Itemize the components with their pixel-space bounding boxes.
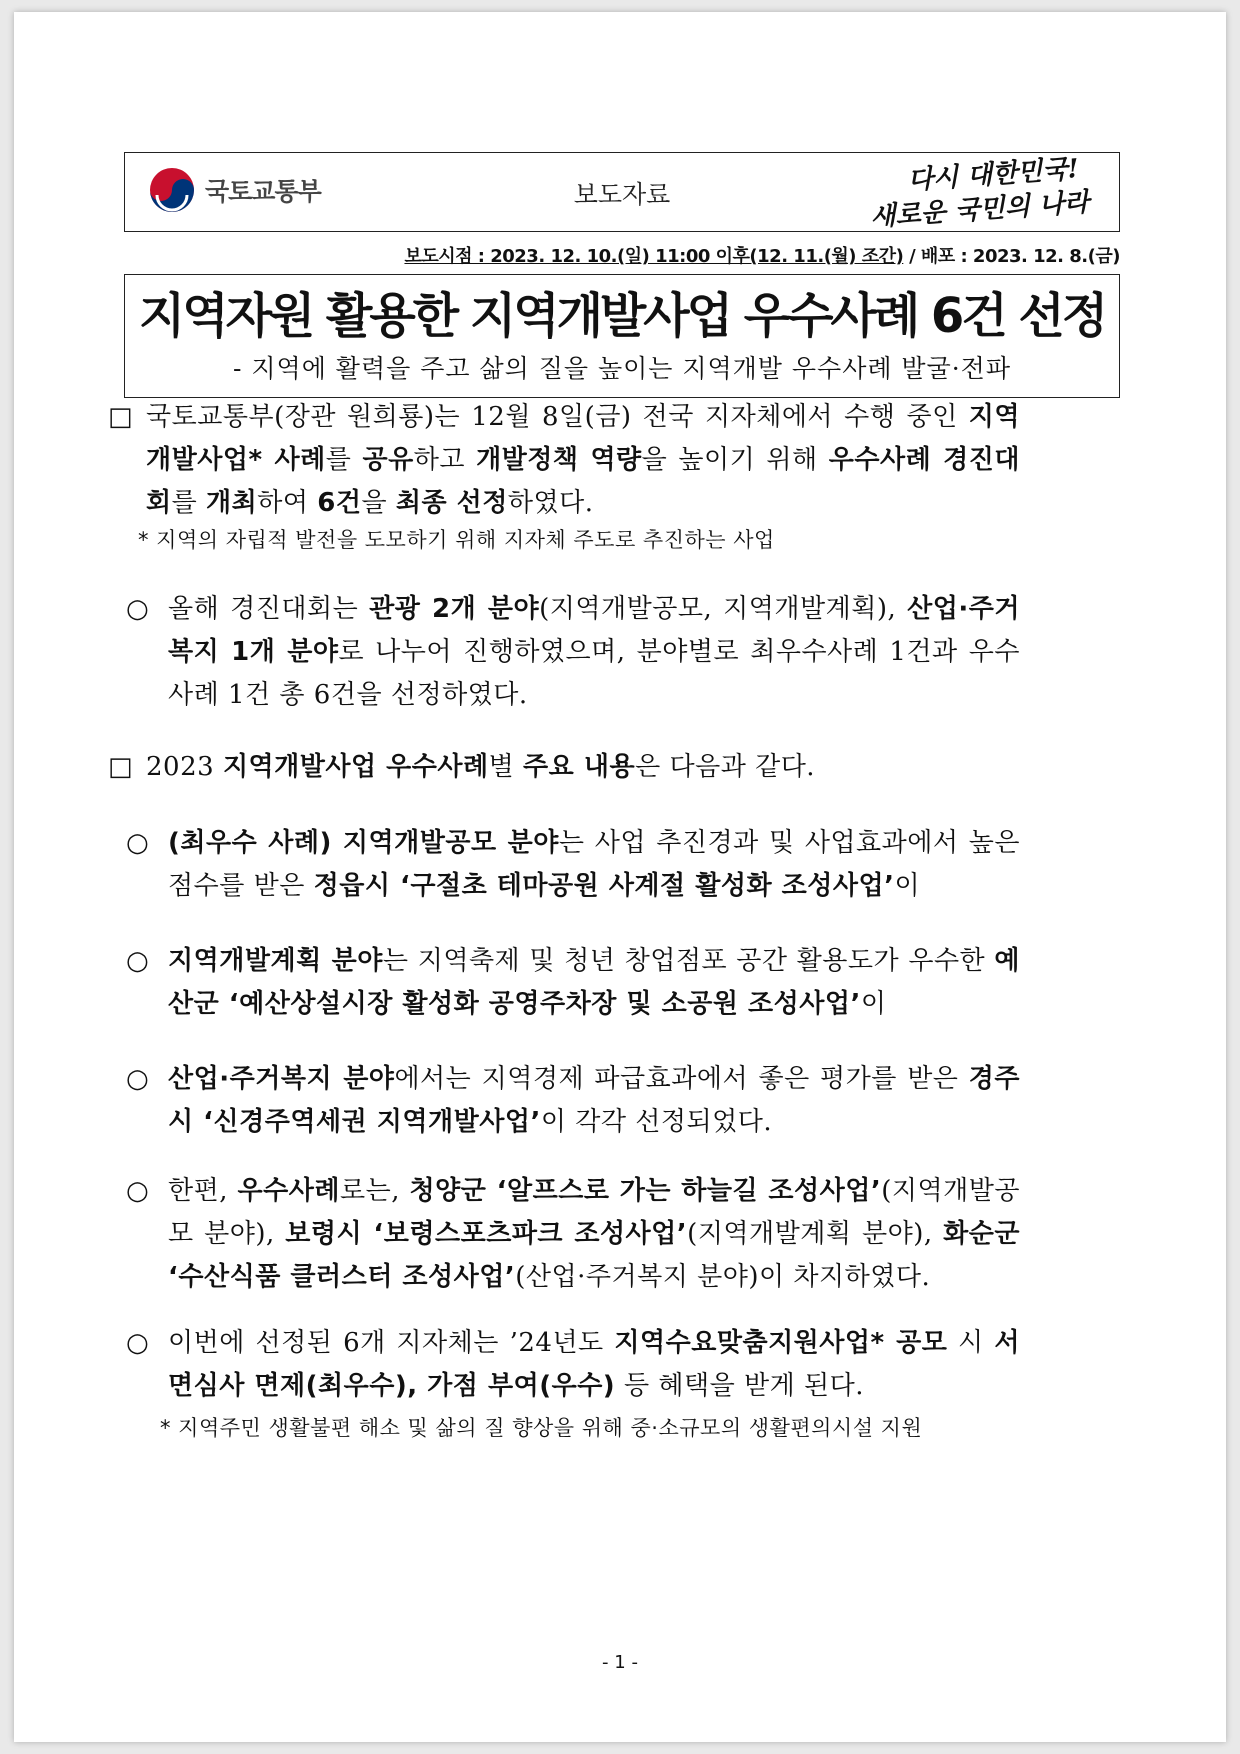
paragraph-plan-field [126, 940, 1020, 1026]
slogan-line: 새로운 국민의 나라 [869, 187, 1091, 233]
headline-box [124, 274, 1120, 398]
emphasis-text: 예산군 ‘예산상설시장 활성화 공영주차장 및 소공원 조성사업’ [168, 946, 1020, 1019]
footnote-regional-dev: * 지역의 자립적 발전을 도모하기 위해 지자체 주도로 추진하는 사업 [138, 528, 775, 552]
embargo-time: 보도시점 : 2023. 12. 10.(일) 11:00 이후(12. 11.(월) 조간) [404, 246, 904, 267]
body-text: 에서는 지역경제 파급효과에서 좋은 평가를 받은 [394, 1064, 969, 1094]
circle-bullet: ○ [126, 946, 150, 976]
body-text: 하여 [257, 488, 318, 518]
emphasis-text: 우수사례 경진대회 [146, 445, 1020, 518]
paragraph-text [168, 1176, 1020, 1292]
emphasis-text: 지역수요맞춤지원사업* 공모 [614, 1328, 948, 1358]
body-text: 하였다. [507, 488, 594, 518]
body-text: 로 나누어 진행하였으며, 분야별로 최우수사례 1건과 우수사례 1건 총 6건을 선정하였다. [168, 637, 1020, 710]
body-text: 이 각각 선정되었다. [540, 1107, 773, 1137]
body-text: 올해 경진대회는 [168, 594, 370, 624]
body-text: 한편, [168, 1176, 238, 1206]
body-text: 하고 [413, 445, 477, 475]
document-page [14, 12, 1226, 1742]
paragraph-contest-fields [126, 588, 1020, 717]
paragraph-best-case [126, 822, 1020, 908]
body-text: (산업·주거복지 분야)이 차지하였다. [515, 1262, 931, 1292]
emphasis-text: 정읍시 ‘구절초 테마공원 사계절 활성화 조성사업’ [313, 871, 895, 901]
circle-bullet: ○ [126, 1176, 150, 1206]
paragraph-text [146, 402, 1020, 518]
subheadline: - 지역에 활력을 주고 삶의 질을 높이는 지역개발 우수사례 발굴·전파 [233, 354, 1011, 383]
ministry-name: 국토교통부 [205, 177, 321, 206]
emphasis-text: 화순군 ‘수산식품 클러스터 조성사업’ [168, 1219, 1020, 1292]
emphasis-text: (최우수 사례) 지역개발공모 분야 [168, 828, 559, 858]
body-text: 별 [488, 752, 524, 782]
body-text: 국토교통부(장관 원희룡)는 12월 8일(금) 전국 지자체에서 수행 중인 [146, 402, 969, 432]
emphasis-text: 청양군 ‘알프스로 가는 하늘길 조성사업’ [409, 1176, 882, 1206]
square-bullet: □ [108, 752, 134, 782]
body-text: 를 [325, 445, 363, 475]
release-schedule [124, 242, 1120, 268]
body-text: 는 사업 추진경과 및 사업효과에서 높은 점수를 받은 [168, 828, 1020, 901]
body-text: (지역개발공모, 지역개발계획), [539, 594, 908, 624]
body-text: 2023 [146, 752, 223, 782]
body-text: (지역개발공모 분야), [168, 1176, 1021, 1249]
emphasis-text: 경주시 ‘신경주역세권 지역개발사업’ [168, 1064, 1020, 1137]
page-number: - 1 - [602, 1652, 638, 1673]
emphasis-text: 서면심사 면제(최우수), 가점 부여(우수) [168, 1328, 1020, 1401]
paragraph-text [168, 1328, 1020, 1401]
emphasis-text: 공유 [362, 445, 414, 475]
body-text: 로는, [339, 1176, 410, 1206]
emphasis-text: 개발정책 역량 [476, 445, 642, 475]
circle-bullet: ○ [126, 594, 150, 624]
body-text: 이 [894, 871, 921, 901]
paragraph-industry-field [126, 1058, 1020, 1144]
circle-bullet: ○ [126, 1064, 150, 1094]
paragraph-benefits [126, 1322, 1020, 1408]
body-text: (지역개발계획 분야), [687, 1219, 944, 1249]
emphasis-text: 우수사례 [237, 1176, 340, 1206]
paragraph-text [168, 594, 1020, 710]
paragraph-summary-intro [108, 746, 1020, 789]
circle-bullet: ○ [126, 828, 150, 858]
emphasis-text: 지역개발사업* 사례 [146, 402, 1020, 475]
slogan-line: 다시 대한민국! [906, 154, 1080, 196]
footnote-demand-support: * 지역주민 생활불편 해소 및 삶의 질 향상을 위해 중·소규모의 생활편의시설 지원 [160, 1416, 923, 1440]
body-text: 을 [361, 488, 396, 518]
emphasis-text: 관광 2개 분야 [369, 594, 540, 624]
headline: 지역자원 활용한 지역개발사업 우수사례 6건 선정 [138, 288, 1106, 344]
emphasis-text: 지역개발사업 우수사례 [222, 752, 489, 782]
emphasis-text: 최종 선정 [395, 488, 508, 518]
emphasis-text: 산업·주거복지 분야 [168, 1064, 395, 1094]
body-text: 등 혜택을 받게 된다. [615, 1371, 864, 1401]
paragraph-overview [108, 396, 1020, 525]
body-text: 시 [947, 1328, 995, 1358]
government-slogan [867, 151, 1091, 234]
distribution-date: / 배포 : 2023. 12. 8.(금) [903, 246, 1120, 267]
release-label: 보도자료 [573, 180, 671, 209]
body-text: 는 지역축제 및 청년 창업점포 공간 활용도가 우수한 [382, 946, 995, 976]
body-text: 이 [860, 989, 887, 1019]
paragraph-excellent-cases [126, 1170, 1020, 1299]
emphasis-text: 개최 [206, 488, 258, 518]
square-bullet: □ [108, 402, 134, 432]
emphasis-text: 주요 내용 [523, 752, 636, 782]
paragraph-text [168, 828, 1020, 901]
emphasis-text: 지역개발계획 분야 [168, 946, 383, 976]
body-text: 를 [171, 488, 207, 518]
paragraph-text [168, 1064, 1020, 1137]
body-text: 은 다음과 같다. [635, 752, 816, 782]
body-text: 이번에 선정된 6개 지자체는 ’24년도 [168, 1328, 615, 1358]
paragraph-text [146, 752, 815, 782]
emphasis-text: 산업·주거복지 1개 분야 [168, 594, 1020, 667]
circle-bullet: ○ [126, 1328, 150, 1358]
paragraph-text [168, 946, 1020, 1019]
press-release-header [124, 152, 1120, 232]
emphasis-text: 보령시 ‘보령스포츠파크 조성사업’ [285, 1219, 688, 1249]
emphasis-text: 6건 [317, 488, 362, 518]
body-text: 을 높이기 위해 [641, 445, 829, 475]
